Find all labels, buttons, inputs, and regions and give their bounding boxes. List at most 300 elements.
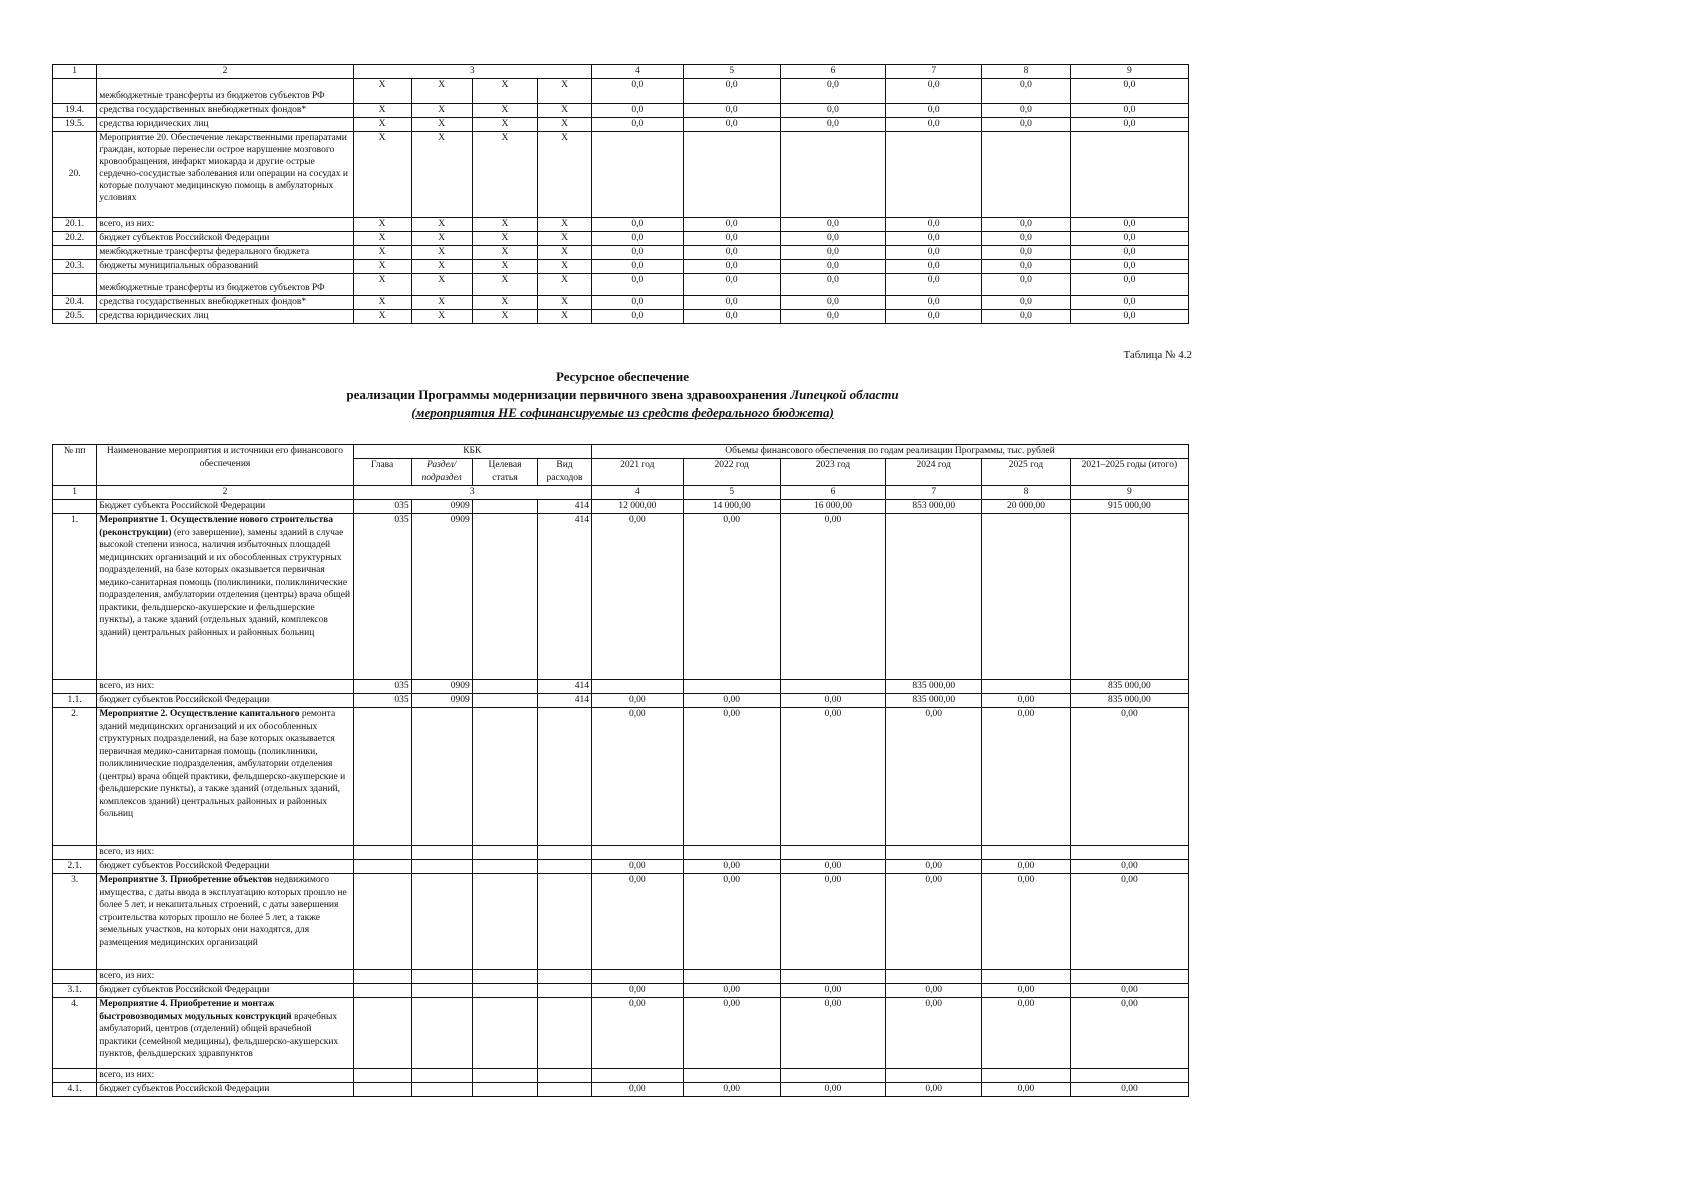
kbk-cell: X [353, 274, 411, 296]
column-index: 5 [683, 486, 780, 500]
value-cell: 0,0 [982, 104, 1071, 118]
value-cell [982, 846, 1071, 860]
row-number [53, 846, 97, 860]
header-year: 2024 год [886, 459, 982, 486]
kbk-cell [353, 1069, 411, 1083]
header-year: 2021–2025 годы (итого) [1070, 459, 1188, 486]
value-cell [591, 970, 683, 984]
row-number: 4.1. [53, 1083, 97, 1097]
row-number [53, 500, 97, 514]
kbk-cell [538, 1083, 592, 1097]
header-num: № пп [53, 445, 97, 486]
value-cell: 0,0 [683, 296, 780, 310]
kbk-cell [472, 680, 537, 694]
value-cell [982, 970, 1071, 984]
header-kbk-col: Глава [353, 459, 411, 486]
value-cell: 0,00 [886, 708, 982, 846]
kbk-cell: X [353, 296, 411, 310]
kbk-cell: 0909 [411, 694, 472, 708]
value-cell: 0,00 [780, 694, 885, 708]
value-cell: 0,0 [780, 310, 885, 324]
kbk-cell [411, 860, 472, 874]
value-cell: 0,00 [982, 874, 1071, 970]
table-row [53, 998, 1189, 1069]
kbk-cell: X [411, 260, 472, 274]
row-number [53, 274, 97, 296]
value-cell: 0,0 [780, 104, 885, 118]
value-cell: 0,00 [780, 998, 885, 1069]
kbk-cell [472, 1069, 537, 1083]
value-cell [780, 846, 885, 860]
row-name: бюджет субъектов Российской Федерации [97, 984, 353, 998]
value-cell: 0,0 [982, 274, 1071, 296]
kbk-cell: 414 [538, 514, 592, 680]
value-cell: 0,0 [683, 310, 780, 324]
value-cell: 0,00 [683, 514, 780, 680]
value-cell: 0,0 [780, 232, 885, 246]
kbk-cell [538, 1069, 592, 1083]
value-cell: 0,0 [591, 246, 683, 260]
kbk-cell [411, 998, 472, 1069]
value-cell: 0,0 [982, 296, 1071, 310]
value-cell: 0,0 [780, 296, 885, 310]
value-cell: 0,0 [780, 79, 885, 104]
row-name: межбюджетные трансферты из бюджетов субъектов РФ [97, 274, 353, 296]
value-cell: 0,00 [982, 860, 1071, 874]
value-cell: 0,00 [886, 1083, 982, 1097]
value-cell: 835 000,00 [886, 694, 982, 708]
column-index: 4 [591, 486, 683, 500]
value-cell [886, 1069, 982, 1083]
value-cell: 0,0 [591, 104, 683, 118]
measure-description: ремонта зданий медицинских организаций и их обособленных структурных подразделений, на базе которых оказывается первичная медико-санитарная помощь (поликлиники, поликлинические подразделения, амбулатории отделения (центры) врача общей практики, фельдшерско-акушерские и фельдшерские пункты), а также зданий (отдельных зданий, комплексов зданий) центральных районных и районных больниц [99, 709, 346, 819]
kbk-cell: X [411, 246, 472, 260]
kbk-cell: X [353, 232, 411, 246]
value-cell: 0,00 [683, 1083, 780, 1097]
table-row [53, 132, 1189, 218]
value-cell: 0,00 [780, 514, 885, 680]
row-number: 1. [53, 514, 97, 680]
header-year: 2022 год [683, 459, 780, 486]
value-cell: 835 000,00 [886, 680, 982, 694]
value-cell [886, 846, 982, 860]
value-cell [982, 1069, 1071, 1083]
kbk-cell [472, 708, 537, 846]
kbk-cell: X [353, 218, 411, 232]
value-cell: 0,00 [780, 1083, 885, 1097]
measure-description: недвижимого имущества, с даты ввода в эксплуатацию которых прошло не более 5 лет, и некапитальных строений, с даты завершения строительства которых прошло не более 5 лет, а также земельных участков, на которых они находятся, для размещения медицинских организаций [99, 875, 347, 948]
kbk-cell [353, 998, 411, 1069]
column-index: 7 [886, 65, 982, 79]
kbk-cell [472, 998, 537, 1069]
kbk-cell [472, 694, 537, 708]
table-row [53, 860, 1189, 874]
value-cell [780, 1069, 885, 1083]
value-cell: 0,0 [683, 274, 780, 296]
value-cell [591, 680, 683, 694]
value-cell: 0,00 [1070, 984, 1188, 998]
column-index: 2 [97, 65, 353, 79]
column-index: 8 [982, 486, 1071, 500]
value-cell: 0,0 [591, 118, 683, 132]
row-name: средства государственных внебюджетных фондов* [97, 296, 353, 310]
value-cell: 0,0 [683, 218, 780, 232]
value-cell: 0,0 [886, 260, 982, 274]
kbk-cell: X [538, 104, 592, 118]
value-cell: 0,0 [591, 79, 683, 104]
kbk-cell: X [411, 310, 472, 324]
kbk-cell: 035 [353, 500, 411, 514]
row-number: 19.5. [53, 118, 97, 132]
measure-title: Мероприятие 2. Осуществление капитального [99, 709, 300, 719]
table-row [53, 274, 1189, 296]
kbk-cell: X [353, 118, 411, 132]
measure-title: Мероприятие 4. Приобретение и монтаж быстровозводимых модульных конструкций [99, 999, 292, 1022]
value-cell [982, 514, 1071, 680]
document-note: (мероприятия НЕ софинансируемые из средств федерального бюджета) [411, 405, 834, 420]
value-cell: 0,0 [591, 296, 683, 310]
kbk-cell: 414 [538, 500, 592, 514]
value-cell [886, 132, 982, 218]
column-index: 9 [1070, 486, 1188, 500]
kbk-cell: X [538, 260, 592, 274]
kbk-cell [353, 1083, 411, 1097]
value-cell: 0,0 [780, 218, 885, 232]
row-number: 1.1. [53, 694, 97, 708]
value-cell: 0,00 [591, 998, 683, 1069]
value-cell [591, 1069, 683, 1083]
kbk-cell [411, 846, 472, 860]
value-cell: 0,0 [886, 274, 982, 296]
kbk-cell: X [538, 296, 592, 310]
table-row [53, 296, 1189, 310]
value-cell [683, 1069, 780, 1083]
kbk-cell [538, 970, 592, 984]
column-index: 3 [353, 486, 591, 500]
row-name: бюджет субъектов Российской Федерации [97, 860, 353, 874]
row-name: средства государственных внебюджетных фондов* [97, 104, 353, 118]
value-cell: 0,0 [982, 310, 1071, 324]
value-cell: 0,0 [886, 296, 982, 310]
value-cell: 0,00 [683, 998, 780, 1069]
measure-description: (его завершение), замены зданий в случае высокой степени износа, наличия избыточных площадей медицинских организаций и их обособленных структурных подразделений, на базе которых оказывается первичная медико-санитарная помощь (поликлиники, поликлинические подразделения, амбулатории отделения (центры) врача общей практики, фельдшерско-акушерские и фельдшерские пункты), а также зданий (отдельных зданий, комплексов зданий) центральных районных и районных больниц [99, 527, 351, 638]
kbk-cell: 0909 [411, 500, 472, 514]
column-index: 2 [97, 486, 353, 500]
measure-title: Мероприятие 3. Приобретение объектов [99, 875, 273, 885]
value-cell: 0,0 [683, 260, 780, 274]
table-row [53, 984, 1189, 998]
header-kbk: КБК [353, 445, 591, 459]
row-name: всего, из них: [97, 1069, 353, 1083]
value-cell: 0,0 [591, 310, 683, 324]
row-number: 20.3. [53, 260, 97, 274]
value-cell: 0,0 [1070, 79, 1188, 104]
kbk-cell [472, 860, 537, 874]
value-cell: 915 000,00 [1070, 500, 1188, 514]
table-row [53, 500, 1189, 514]
kbk-cell [538, 708, 592, 846]
kbk-cell [472, 846, 537, 860]
kbk-cell [353, 970, 411, 984]
row-name: межбюджетные трансферты федерального бюджета [97, 246, 353, 260]
table-row [53, 246, 1189, 260]
header-name: Наименование мероприятия и источники его финансового обеспечения [97, 445, 353, 486]
value-cell: 0,00 [886, 874, 982, 970]
value-cell: 0,00 [591, 708, 683, 846]
value-cell: 0,00 [780, 984, 885, 998]
value-cell: 14 000,00 [683, 500, 780, 514]
value-cell [886, 970, 982, 984]
kbk-cell: X [411, 232, 472, 246]
value-cell: 0,0 [886, 218, 982, 232]
value-cell: 0,0 [780, 260, 885, 274]
row-number: 2. [53, 708, 97, 846]
row-number [53, 246, 97, 260]
table-caption: Таблица № 4.2 [1123, 349, 1192, 361]
header-kbk-col: Вид расходов [538, 459, 592, 486]
kbk-cell [411, 1083, 472, 1097]
value-cell [780, 132, 885, 218]
kbk-cell: X [538, 79, 592, 104]
value-cell: 0,0 [1070, 218, 1188, 232]
kbk-cell [411, 1069, 472, 1083]
kbk-cell [538, 860, 592, 874]
value-cell: 0,00 [1070, 874, 1188, 970]
table-row [53, 846, 1189, 860]
value-cell: 0,0 [1070, 118, 1188, 132]
resource-table [52, 444, 1189, 1097]
value-cell: 0,00 [683, 860, 780, 874]
column-index: 1 [53, 486, 97, 500]
value-cell: 0,0 [886, 79, 982, 104]
value-cell [683, 846, 780, 860]
kbk-cell: X [411, 132, 472, 218]
header-funding: Объемы финансового обеспечения по годам реализации Программы, тыс. рублей [591, 445, 1188, 459]
row-name: средства юридических лиц [97, 118, 353, 132]
table-row [53, 260, 1189, 274]
value-cell: 0,0 [683, 118, 780, 132]
kbk-cell: 035 [353, 694, 411, 708]
value-cell: 0,00 [683, 694, 780, 708]
column-index: 6 [780, 65, 885, 79]
row-number [53, 680, 97, 694]
value-cell: 0,00 [1070, 1083, 1188, 1097]
value-cell: 0,0 [982, 232, 1071, 246]
kbk-cell: X [472, 296, 537, 310]
column-index: 8 [982, 65, 1071, 79]
kbk-cell: X [538, 132, 592, 218]
value-cell: 0,0 [982, 118, 1071, 132]
value-cell: 0,0 [683, 232, 780, 246]
row-name: межбюджетные трансферты из бюджетов субъектов РФ [97, 79, 353, 104]
column-index: 9 [1070, 65, 1188, 79]
kbk-cell [411, 874, 472, 970]
row-number: 20.2. [53, 232, 97, 246]
row-number: 4. [53, 998, 97, 1069]
table-row [53, 970, 1189, 984]
kbk-cell [472, 984, 537, 998]
column-index: 4 [591, 65, 683, 79]
row-name: бюджет субъектов Российской Федерации [97, 1083, 353, 1097]
row-number [53, 1069, 97, 1083]
value-cell: 0,00 [683, 708, 780, 846]
value-cell [982, 132, 1071, 218]
value-cell: 0,00 [683, 874, 780, 970]
value-cell: 16 000,00 [780, 500, 885, 514]
kbk-cell: 035 [353, 514, 411, 680]
value-cell: 0,0 [591, 232, 683, 246]
kbk-cell: X [411, 218, 472, 232]
value-cell: 0,00 [591, 984, 683, 998]
value-cell: 0,0 [1070, 232, 1188, 246]
table-row [53, 232, 1189, 246]
row-name: Мероприятие 20. Обеспечение лекарственными препаратами граждан, которые перенесли острое нарушение мозгового кровообращения, инфаркт миокарда и другие острые сердечно-сосудистые заболевания или операции на сосудах и которые получают медицинскую помощь в амбулаторных условиях [97, 132, 353, 218]
kbk-cell [472, 970, 537, 984]
value-cell: 0,0 [1070, 274, 1188, 296]
table-row [53, 874, 1189, 970]
table-row [53, 680, 1189, 694]
column-index-row [53, 486, 1189, 500]
value-cell [780, 680, 885, 694]
value-cell [683, 680, 780, 694]
value-cell [1070, 970, 1188, 984]
row-name: всего, из них: [97, 680, 353, 694]
value-cell: 0,0 [683, 104, 780, 118]
row-number: 19.4. [53, 104, 97, 118]
kbk-cell: X [411, 118, 472, 132]
value-cell: 0,00 [886, 984, 982, 998]
value-cell: 0,0 [591, 274, 683, 296]
row-number: 20.5. [53, 310, 97, 324]
kbk-cell: X [411, 274, 472, 296]
kbk-cell: X [353, 246, 411, 260]
value-cell: 0,0 [886, 118, 982, 132]
row-number [53, 79, 97, 104]
value-cell: 0,00 [591, 514, 683, 680]
header-kbk-col: Целевая статья [472, 459, 537, 486]
row-name: Бюджет субъекта Российской Федерации [97, 500, 353, 514]
kbk-cell: 414 [538, 694, 592, 708]
kbk-cell: X [538, 218, 592, 232]
value-cell: 0,0 [591, 260, 683, 274]
kbk-cell [472, 500, 537, 514]
value-cell: 0,00 [982, 708, 1071, 846]
kbk-cell: X [353, 260, 411, 274]
row-name: бюджеты муниципальных образований [97, 260, 353, 274]
kbk-cell: 0909 [411, 514, 472, 680]
kbk-cell: X [538, 274, 592, 296]
document-title: Ресурсное обеспечение [555, 369, 690, 384]
value-cell: 0,0 [982, 246, 1071, 260]
row-name: всего, из них: [97, 970, 353, 984]
value-cell [982, 680, 1071, 694]
table-row [53, 118, 1189, 132]
kbk-cell: X [472, 218, 537, 232]
value-cell: 0,00 [982, 984, 1071, 998]
value-cell: 0,00 [780, 860, 885, 874]
value-cell: 0,0 [591, 218, 683, 232]
row-number: 20.4. [53, 296, 97, 310]
measure-description: врачебных амбулаторий, центров (отделений) общей врачебной практики (семейной медицины), фельдшерско-акушерских пунктов, фельдшерских здравпунктов [99, 1011, 339, 1059]
value-cell: 0,00 [982, 1083, 1071, 1097]
row-number: 20. [53, 132, 97, 218]
row-name: всего, из них: [97, 846, 353, 860]
value-cell: 0,00 [683, 984, 780, 998]
table-row [53, 708, 1189, 846]
kbk-cell: X [472, 260, 537, 274]
kbk-cell [472, 874, 537, 970]
value-cell: 12 000,00 [591, 500, 683, 514]
row-name: средства юридических лиц [97, 310, 353, 324]
table-row [53, 514, 1189, 680]
value-cell: 0,0 [780, 246, 885, 260]
value-cell [591, 132, 683, 218]
row-number: 20.1. [53, 218, 97, 232]
kbk-cell [411, 970, 472, 984]
value-cell: 0,00 [982, 694, 1071, 708]
table-row [53, 218, 1189, 232]
value-cell: 0,00 [591, 1083, 683, 1097]
kbk-cell: X [538, 232, 592, 246]
kbk-cell [353, 708, 411, 846]
value-cell: 0,00 [886, 998, 982, 1069]
kbk-cell [472, 514, 537, 680]
row-name: бюджет субъектов Российской Федерации [97, 694, 353, 708]
table-row [53, 1069, 1189, 1083]
value-cell: 0,00 [591, 694, 683, 708]
kbk-cell: 414 [538, 680, 592, 694]
kbk-cell: X [538, 310, 592, 324]
kbk-cell: X [411, 104, 472, 118]
kbk-cell: X [353, 132, 411, 218]
value-cell: 0,00 [982, 998, 1071, 1069]
kbk-cell: 035 [353, 680, 411, 694]
value-cell [780, 970, 885, 984]
kbk-cell: X [472, 118, 537, 132]
kbk-cell: X [353, 104, 411, 118]
kbk-cell [353, 846, 411, 860]
row-number [53, 970, 97, 984]
kbk-cell [353, 874, 411, 970]
value-cell: 835 000,00 [1070, 680, 1188, 694]
header-kbk-col: Раздел/ подраздел [411, 459, 472, 486]
kbk-cell: 0909 [411, 680, 472, 694]
value-cell: 0,0 [780, 118, 885, 132]
kbk-cell: X [538, 246, 592, 260]
column-index: 7 [886, 486, 982, 500]
value-cell: 0,0 [982, 79, 1071, 104]
kbk-cell: X [472, 274, 537, 296]
region-name: Липецкой области [790, 387, 899, 402]
kbk-cell: X [538, 118, 592, 132]
table-row [53, 310, 1189, 324]
value-cell [1070, 846, 1188, 860]
table-row [53, 79, 1189, 104]
column-index: 6 [780, 486, 885, 500]
value-cell: 0,00 [1070, 860, 1188, 874]
value-cell: 0,0 [982, 218, 1071, 232]
value-cell [683, 132, 780, 218]
row-number: 2.1. [53, 860, 97, 874]
table-row [53, 694, 1189, 708]
value-cell [886, 514, 982, 680]
value-cell: 20 000,00 [982, 500, 1071, 514]
kbk-cell [411, 984, 472, 998]
value-cell: 0,0 [886, 104, 982, 118]
kbk-cell [538, 846, 592, 860]
kbk-cell: X [472, 246, 537, 260]
column-index-row [53, 65, 1189, 79]
